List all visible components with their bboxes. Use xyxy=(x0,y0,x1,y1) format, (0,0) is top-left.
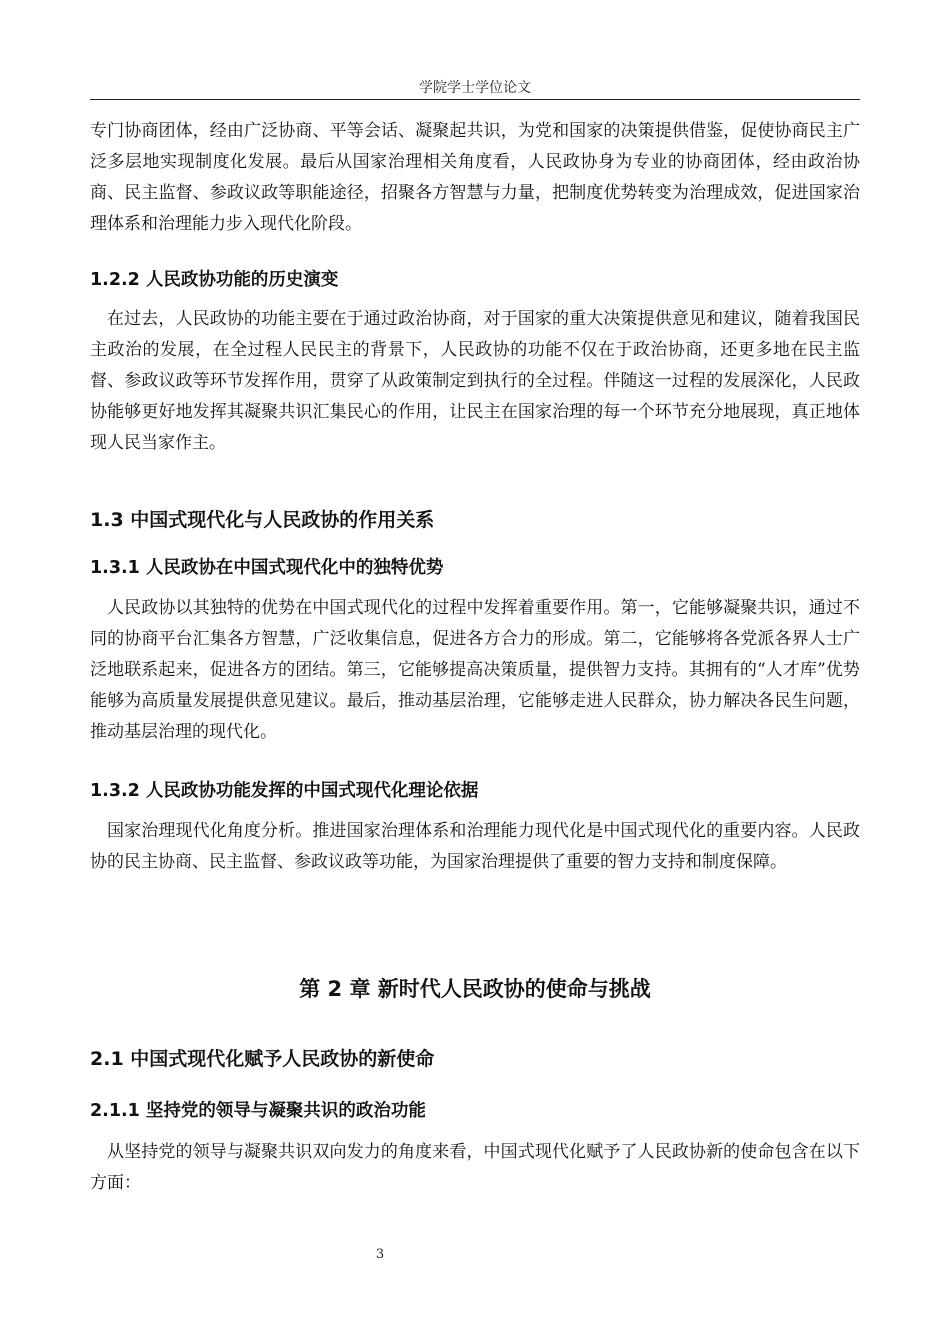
section-heading-1-3-1: 1.3.1 人民政协在中国式现代化中的独特优势 xyxy=(90,558,444,578)
body-paragraph: 专门协商团体，经由广泛协商、平等会话、凝聚起共识，为党和国家的决策提供借鉴，促使协商民主广泛多层地实现制度化发展。最后从国家治理相关角度看，人民政协身为专业的协商团体，经由政治协商、民主监督、参政议政等职能途径，招聚各方智慧与力量，把制度优势转变为治理成效，促进国家治理体系和治理能力步入现代化阶段。 xyxy=(90,121,860,234)
page-number: 3 xyxy=(375,1247,385,1262)
section-heading-1-3-2: 1.3.2 人民政协功能发挥的中国式现代化理论依据 xyxy=(90,781,479,801)
body-paragraph: 国家治理现代化角度分析。推进国家治理体系和治理能力现代化是中国式现代化的重要内容。人民政协的民主协商、民主监督、参政议政等功能，为国家治理提供了重要的智力支持和制度保障。 xyxy=(90,821,860,872)
body-paragraph: 在过去，人民政协的功能主要在于通过政治协商，对于国家的重大决策提供意见和建议，随着我国民主政治的发展，在全过程人民民主的背景下，人民政协的功能不仅在于政治协商，还更多地在民主监督、参政议政等环节发挥作用，贯穿了从政策制定到执行的全过程。伴随这一过程的发展深化，人民政协能够更好地发挥其凝聚共识汇集民心的作用，让民主在国家治理的每一个环节充分地展现，真正地体现人民当家作主。 xyxy=(90,309,860,453)
body-paragraph: 人民政协以其独特的优势在中国式现代化的过程中发挥着重要作用。第一，它能够凝聚共识，通过不同的协商平台汇集各方智慧，广泛收集信息，促进各方合力的形成。第二，它能够将各党派各界人士广泛地联系起来，促进各方的团结。第三，它能够提高决策质量，提供智力支持。其拥有的“人才库”优势能够为高质量发展提供意见建议。最后，推动基层治理，它能够走进人民群众，协力解决各民生问题，推动基层治理的现代化。 xyxy=(90,598,860,742)
section-heading-1-2-2: 1.2.2 人民政协功能的历史演变 xyxy=(90,270,339,290)
body-paragraph: 从坚持党的领导与凝聚共识双向发力的角度来看，中国式现代化赋予了人民政协新的使命包含在以下方面： xyxy=(90,1142,860,1193)
section-heading-1-3: 1.3 中国式现代化与人民政协的作用关系 xyxy=(90,509,435,531)
section-heading-2-1: 2.1 中国式现代化赋予人民政协的新使命 xyxy=(90,1048,435,1070)
section-heading-2-1-1: 2.1.1 坚持党的领导与凝聚共识的政治功能 xyxy=(90,1101,426,1121)
page-header-title: 学院学士学位论文 xyxy=(419,80,531,96)
header-divider xyxy=(90,99,860,100)
chapter-title-2: 第 2 章 新时代人民政协的使命与挑战 xyxy=(299,977,651,1001)
